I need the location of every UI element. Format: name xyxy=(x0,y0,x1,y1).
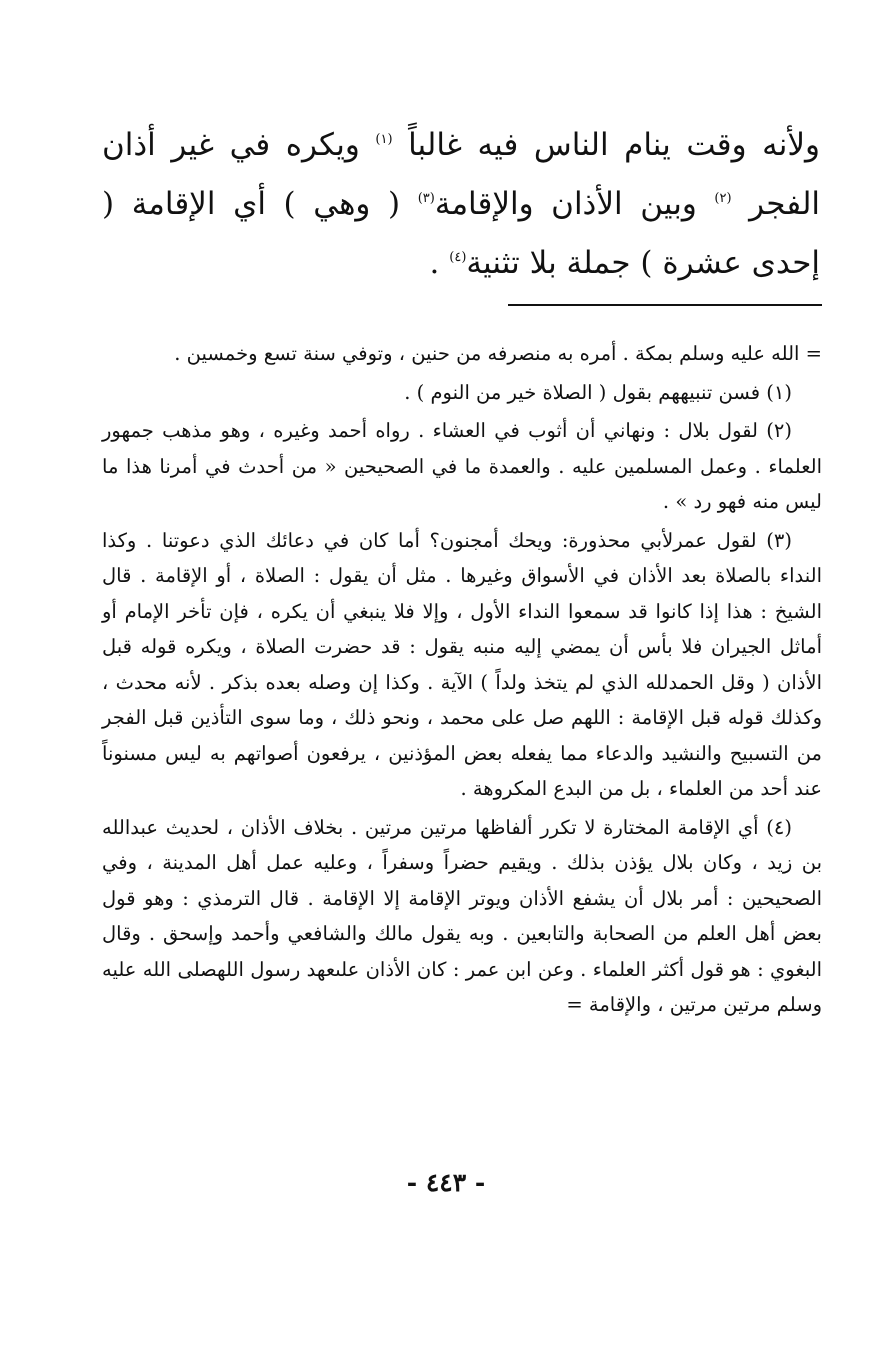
footnote-1: (١) فسن تنبيههم بقول ( الصلاة خير من النوم ) . xyxy=(404,380,792,404)
footnote-ref-3: (٣) xyxy=(417,191,435,206)
main-text xyxy=(102,116,820,293)
footnote-continuation: = الله عليه وسلم بمكة . أمره به منصرفه من حنين ، وتوفي سنة تسع وخمسين . xyxy=(174,342,822,365)
footnote-ref-4: (٤) xyxy=(449,250,467,265)
footnote-2: (٢) لقول بلال : ونهاني أن أثوب في العشاء . رواه أحمد وغيره ، وهو مذهب جمهور العلماء . وعمل المسلمين عليه . والعمدة ما في الصحيحين « من أحدث في أمرنا هذا ما ليس منه فهو رد » . xyxy=(102,419,822,513)
main-text-segment: ولأنه وقت ينام الناس فيه غالباً xyxy=(408,127,821,163)
footnote-4: (٤) أي الإقامة المختارة لا تكرر ألفاظها مرتين مرتين . بخلاف الأذان ، لحديث عبدالله بن زيد ، وكان بلال يؤذن بذلك . ويقيم حضراً وسفراً ، وعليه عمل أهل المدينة ، وفي الصحيحين : أمر بلال أن يشفع الأذان ويوتر الإقامة إلا الإقامة . قال الترمذي : وهو قول بعض أهل العلم من الصحابة والتابعين . وبه يقول مالك والشافعي وأحمد وإسحق . وقال البغوي : هو قول أكثر العلماء . وعن ابن عمر : كان الأذان علىعهد رسول اللهصلى الله عليه وسلم مرتين مرتين ، والإقامة = xyxy=(102,815,822,1016)
footnote-ref-1: (١) xyxy=(375,132,393,147)
main-text-period: . xyxy=(429,245,440,281)
main-text-segment: ( وهي ) أي الإقامة ( إحدى عشرة ) جملة بلا تثنية xyxy=(102,186,820,281)
footnote-3: (٣) لقول عمرلأبي محذورة: ويحك أمجنون؟ أما كان في دعائك الذي دعوتنا . وكذا النداء بالصلاة بعد الأذان في الأسواق وغيرها . مثل أن يقول : الصلاة ، أو الإقامة . قال الشيخ : هذا إذا كانوا قد سمعوا النداء الأول ، وإلا فلا ينبغي أن يكره ، فإن تأخر الإمام أو أماثل الجيران فلا بأس أن يمضي إليه منبه يقول : قد حضرت الصلاة ، ويكره قوله قبل الأذان ( وقل الحمدلله الذي لم يتخذ ولداً ) الآية . وكذا إن وصله بعده بذكر . لأنه محدث ، وكذلك قوله قبل الإقامة : اللهم صل على محمد ، ونحو ذلك ، وما سوى التأذين قبل الفجر من التسبيح والنشيد والدعاء مما يفعله بعض المؤذنين ، يرفعون أصواتهم به ليس مسنوناً عند أحد من العلماء ، بل من البدع المكروهة . xyxy=(102,528,822,800)
main-text-segment: وبين الأذان والإقامة xyxy=(434,186,697,222)
main-paragraph xyxy=(102,116,820,293)
footnotes xyxy=(102,336,822,1026)
footnote-ref-2: (٢) xyxy=(714,191,732,206)
main-text-segment: ويكره في غير أذان الفجر xyxy=(102,127,821,222)
page-number: - ٤٤٣ - xyxy=(406,1168,486,1197)
footnote-separator xyxy=(508,304,822,306)
